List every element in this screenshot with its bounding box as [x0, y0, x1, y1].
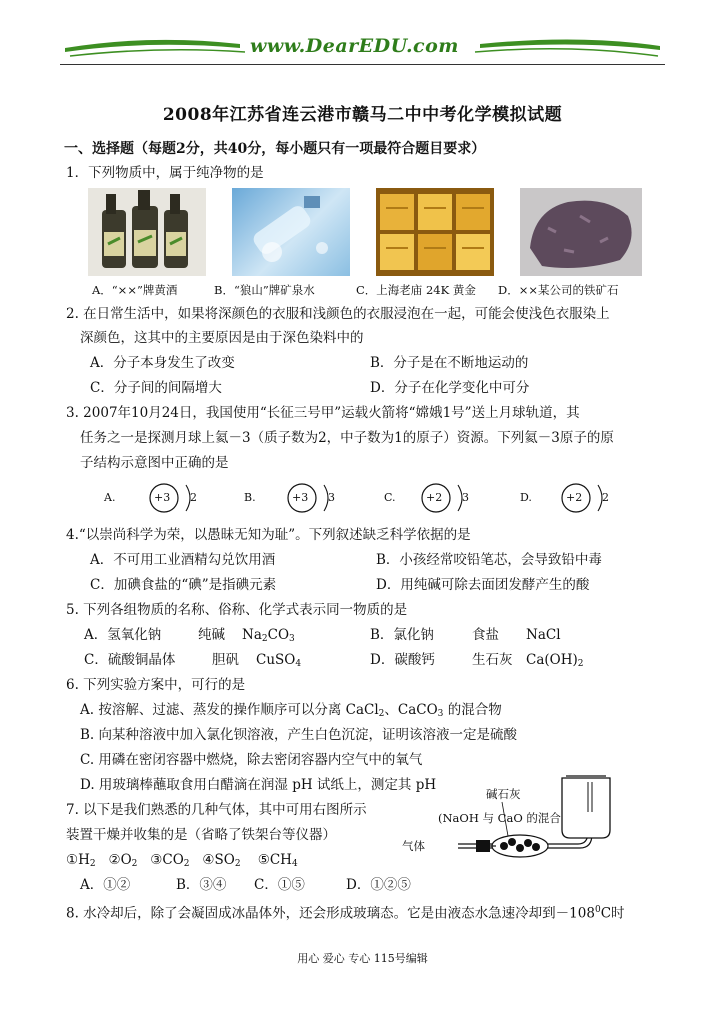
- q4-stem: 4.“以崇尚科学为荣，以愚昧无知为耻”。下列叙述缺乏科学依据的是: [66, 527, 471, 543]
- q3-atom-d-shell: 2: [602, 491, 609, 504]
- q3-line1: 3. 2007年10月24日，我国使用“长征三号甲”运载火箭将“嫦娥1号”送上月球轨道，其: [66, 405, 580, 421]
- q8-line1: 8. 水冷却后，除了会凝固成冰晶体外，还会形成玻璃态。它是由液态水急速冷却到$-108^0C$时: [66, 905, 625, 922]
- q3-atom-a: A. +3 2: [104, 482, 204, 514]
- q1-caption-b: B．“狼山”牌矿泉水: [214, 283, 315, 297]
- q7-option-b: B．③④: [176, 877, 227, 893]
- q5-option-d: D．碳酸钙: [370, 652, 435, 668]
- q7-label-gas: 气体: [402, 839, 425, 853]
- q3-atom-b: B. +3 3: [244, 482, 344, 514]
- q2-option-a: A．分子本身发生了改变: [90, 355, 235, 371]
- q7-option-c: C．①⑤: [254, 877, 305, 893]
- q1-stem: 1．下列物质中，属于纯净物的是: [66, 165, 264, 181]
- photo-wine-bottles: [88, 188, 206, 276]
- header-banner: [60, 30, 665, 64]
- page-title: 2008年江苏省连云港市赣马二中中考化学模拟试题: [162, 105, 563, 125]
- q6-option-c: C. 用磷在密闭容器中燃烧，除去密闭容器内空气中的氧气: [80, 752, 423, 768]
- q5-option-a-common: 纯碱: [198, 627, 225, 643]
- q3-atom-b-shell: 3: [328, 491, 335, 504]
- q5-option-b-common: 食盐: [472, 627, 499, 643]
- section-heading: 一、选择题（每题2分，共40分，每小题只有一项最符合题目要求）: [64, 141, 486, 157]
- q7-line1: 7. 以下是我们熟悉的几种气体，其中可用右图所示: [66, 802, 367, 818]
- q4-option-d: D．用纯碱可除去面团发酵产生的酸: [376, 577, 590, 593]
- q5-option-b: B．氯化钠: [370, 627, 434, 643]
- q1-caption-a: A．“××”牌黄酒: [92, 283, 178, 297]
- q2-line2: 深颜色，这其中的主要原因是由于深色染料中的: [80, 330, 364, 346]
- photo-iron-ore: [520, 188, 642, 276]
- q3-atom-d-nucleus: +2: [566, 491, 583, 504]
- q5-option-a: A．氢氧化钠: [84, 627, 162, 643]
- q7-apparatus-diagram: [392, 772, 628, 878]
- q1-caption-d: D．××某公司的铁矿石: [498, 283, 619, 297]
- q2-line1: 2. 在日常生活中，如果将深颜色的衣服和浅颜色的衣服浸泡在一起，可能会使浅色衣服染上: [66, 306, 610, 322]
- q4-option-a: A．不可用工业酒精勾兑饮用酒: [90, 552, 276, 568]
- q6-option-a: A. 按溶解、过滤、蒸发的操作顺序可以分离 CaCl$_2$、CaCO$_3$ 的混合物: [80, 702, 502, 719]
- q5-option-c-formula: CuSO$_4$: [256, 652, 302, 669]
- q5-option-c: C．硫酸铜晶体: [84, 652, 176, 668]
- q5-option-c-common: 胆矾: [212, 652, 239, 668]
- q3-atom-d: D. +2 2: [520, 482, 620, 514]
- q3-atom-a-shell: 2: [190, 491, 197, 504]
- q3-line2: 任务之一是探测月球上氦－3（质子数为2，中子数为1的原子）资源。下列氦－3原子的原: [80, 430, 614, 446]
- q3-atom-c: C. +2 3: [384, 482, 484, 514]
- q7-gases: $①H_2$ $②O_2$ $③CO_2$ $④SO_2$ $⑤CH_4$: [66, 852, 298, 869]
- q6-option-d: D. 用玻璃棒蘸取食用白醋滴在润湿 pH 试纸上，测定其 pH: [80, 777, 437, 793]
- q7-label-top: 碱石灰: [486, 787, 521, 801]
- q3-atom-b-nucleus: +3: [292, 491, 309, 504]
- q3-atom-a-nucleus: +3: [154, 491, 171, 504]
- q3-atom-c-shell: 3: [462, 491, 469, 504]
- q2-option-c: C．分子间的间隔增大: [90, 380, 222, 396]
- q7-option-d: D．①②⑤: [346, 877, 411, 893]
- header-rule: [60, 64, 665, 65]
- photo-mineral-water: [232, 188, 350, 276]
- q6-option-b: B. 向某种溶液中加入氯化钡溶液，产生白色沉淀，证明该溶液一定是硫酸: [80, 727, 518, 743]
- q3-line3: 子结构示意图中正确的是: [80, 455, 229, 471]
- q5-option-d-common: 生石灰: [472, 652, 513, 668]
- page-footer: 用心 爱心 专心 115号编辑: [297, 952, 428, 965]
- q5-option-a-formula: $Na_2CO_3$: [242, 627, 295, 644]
- header-site-name: www.DearEDU.com: [250, 35, 459, 57]
- q5-stem: 5. 下列各组物质的名称、俗称、化学式表示同一物质的是: [66, 602, 408, 618]
- q7-line2: 装置干燥并收集的是（省略了铁架台等仪器）: [66, 827, 336, 843]
- q4-option-b: B．小孩经常咬铅笔芯，会导致铅中毒: [376, 552, 602, 568]
- photo-gold-bars: [376, 188, 494, 276]
- q2-option-d: D．分子在化学变化中可分: [370, 380, 530, 396]
- q7-label-mix: (NaOH 与 CaO 的混合: [438, 811, 561, 825]
- q1-caption-c: C．上海老庙 24K 黄金: [356, 283, 476, 297]
- q2-option-b: B．分子是在不断地运动的: [370, 355, 529, 371]
- q7-option-a: A．①②: [80, 877, 131, 893]
- q5-option-d-formula: $Ca(OH)_2$: [526, 652, 584, 669]
- q3-atom-c-nucleus: +2: [426, 491, 443, 504]
- q6-stem: 6. 下列实验方案中，可行的是: [66, 677, 246, 693]
- q5-option-b-formula: NaCl: [526, 627, 561, 643]
- q4-option-c: C．加碘食盐的“碘”是指碘元素: [90, 577, 277, 593]
